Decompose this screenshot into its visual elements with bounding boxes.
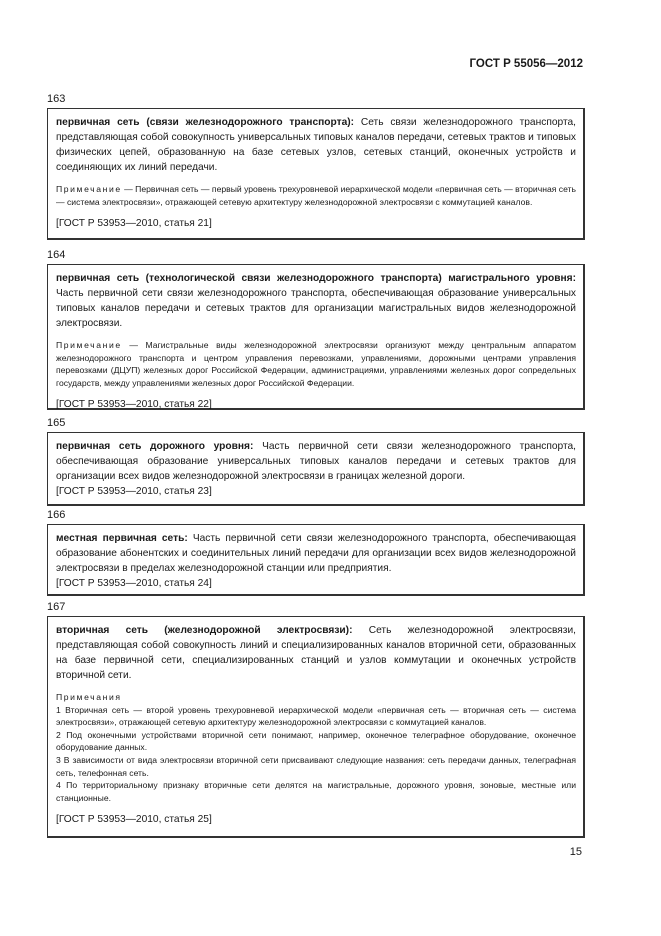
term-box [47, 524, 585, 596]
note-item: 1 Вторичная сеть — второй уровень трехуровневой иерархической модели «первичная сеть — вторичная сеть — система электросвязи», отражающей сетевую архитектуру железнодорожной электросвязи с коммутацией каналов. [56, 704, 576, 728]
term-box [47, 432, 585, 506]
term-definition [56, 531, 576, 576]
term-box [47, 264, 585, 410]
term-name: первичная сеть (связи железнодорожного транспорта): [56, 117, 355, 128]
term-entry-166 [47, 508, 585, 596]
term-box [47, 108, 585, 240]
note-item: 2 Под оконечными устройствами вторичной сети понимают, например, оконечное телеграфное оборудование, оконечное оборудование данных. [56, 729, 576, 753]
source-reference: [ГОСТ Р 53953—2010, статья 25] [56, 814, 212, 826]
source-reference: [ГОСТ Р 53953—2010, статья 22] [56, 399, 212, 411]
definition-text: Сеть железнодорожной электросвязи, представляющая собой совокупность линий и специализированных каналов вторичной сети, образованных на базе первичной сети, специализированных станций и узлов коммутации и оконечных устройств вторичной сети. [56, 625, 576, 681]
term-note [56, 339, 576, 389]
source-reference: [ГОСТ Р 53953—2010, статья 24] [56, 578, 212, 589]
entry-number: 163 [47, 93, 66, 105]
definition-text: Часть первичной сети связи железнодорожного транспорта, обеспечивающая образование универсальных типовых каналов передачи и сетевых трактов для организации магистральных видов железнодорожной электросвязи. [56, 288, 576, 329]
notes-heading: Примечания [56, 692, 122, 702]
term-entry-165 [47, 416, 585, 506]
note-label: Примечание [56, 340, 122, 350]
definition-text: Сеть связи железнодорожного транспорта, представляющая собой совокупность универсальных типовых каналов передачи, сетевых трактов и типовых физических цепей, образованную на базе сетевых узлов, сетевых станций, оконечных устройств и соединяющих их линий передачи. [56, 117, 576, 173]
term-entry-167 [47, 600, 585, 838]
entry-number: 165 [47, 417, 66, 429]
term-definition [56, 271, 576, 331]
definition-text: Часть первичной сети связи железнодорожного транспорта, обеспечивающая образование универсальных типовых каналов передачи и сетевых трактов для организации всех видов железнодорожной электросвязи в границах железной дороги. [56, 441, 576, 482]
page-number: 15 [569, 846, 582, 858]
source-reference: [ГОСТ Р 53953—2010, статья 23] [56, 486, 212, 497]
note-label: Примечание [56, 184, 122, 194]
term-name: первичная сеть (технологической связи железнодорожного транспорта) магистрального уровня: [56, 273, 576, 284]
definition-text: Часть первичной сети связи железнодорожного транспорта, обеспечивающая образование абонентских и соединительных линий передачи для организации всех видов железнодорожной электросвязи в пределах железнодорожной станции или предприятия. [56, 533, 576, 574]
term-definition [56, 623, 576, 683]
term-note [56, 183, 576, 208]
term-entry-163 [47, 92, 585, 240]
term-entry-164 [47, 248, 585, 410]
term-name: вторичная сеть (железнодорожной электросвязи): [56, 625, 353, 636]
term-definition [56, 439, 576, 484]
note-text: — Первичная сеть — первый уровень трехуровневой иерархической модели «первичная сеть — вторичная сеть — система электросвязи», отражающей сетевую архитектуру железнодорожной электросвязи с коммутацией каналов. [56, 184, 576, 207]
note-item: 3 В зависимости от вида электросвязи вторичной сети присваивают следующие названия: сеть передачи данных, телеграфная сеть, телефонная сеть. [56, 754, 576, 778]
term-name: первичная сеть дорожного уровня: [56, 441, 254, 452]
term-name: местная первичная сеть: [56, 533, 188, 544]
source-reference: [ГОСТ Р 53953—2010, статья 21] [56, 218, 212, 230]
note-item: 4 По территориальному признаку вторичные сети делятся на магистральные, дорожного уровня, зоновые, местные или станционные. [56, 780, 576, 803]
entry-number: 164 [47, 249, 66, 261]
entry-number: 167 [47, 601, 66, 613]
term-box [47, 616, 585, 838]
document-code-header: ГОСТ Р 55056—2012 [469, 58, 583, 70]
note-text: — Магистральные виды железнодорожной электросвязи организуют между центральным аппаратом железнодорожного транспорта и центром управления перевозками, управлениями, дорожными центрами управления перевозками (ДЦУП) железных дорог Российской Федерации, администрациями, управлениями железных дорог сопредельных государств, между управлениями железных дорог Российской Федерации. [56, 340, 576, 388]
term-definition [56, 115, 576, 175]
entry-number: 166 [47, 509, 66, 521]
